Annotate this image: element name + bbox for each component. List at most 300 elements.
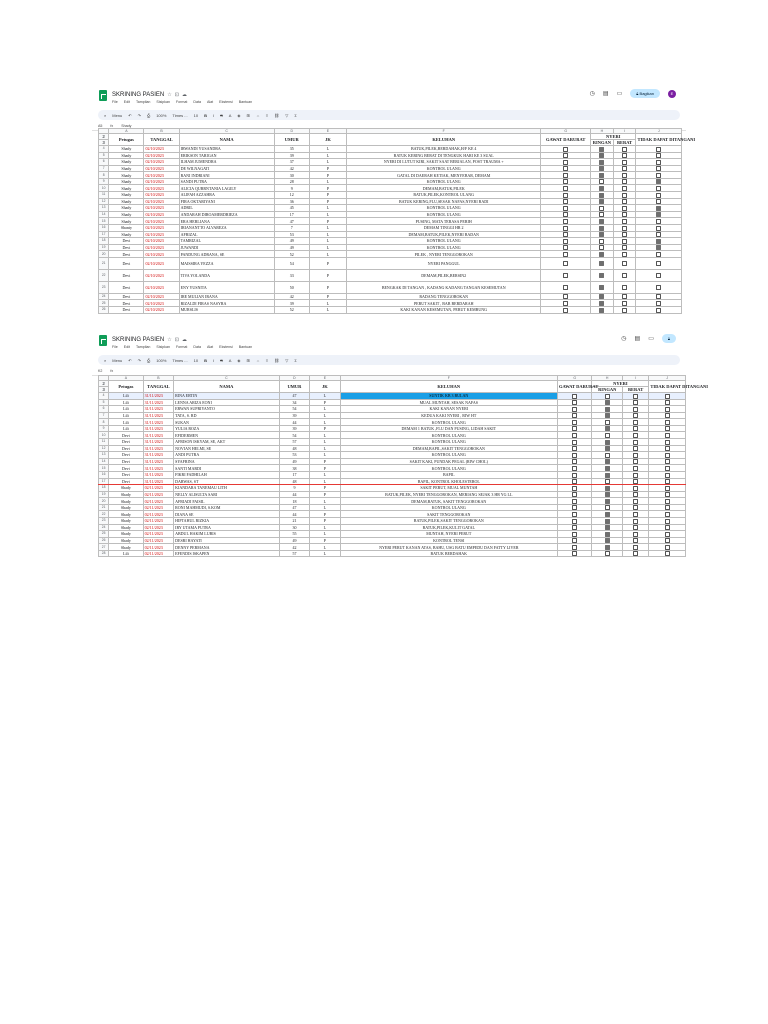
- cell-tanggal[interactable]: 02/10/2023: [144, 185, 179, 192]
- cell-petugas[interactable]: Shady: [109, 537, 144, 544]
- header-tanggal[interactable]: TANGGAL: [143, 381, 173, 393]
- cell-tanggal[interactable]: 02/10/2023: [144, 211, 179, 218]
- menu-edit[interactable]: Edit: [123, 100, 130, 104]
- formula-input[interactable]: fx: [110, 369, 114, 373]
- cell-nama[interactable]: ANDARAH DIROAMERDRIEZA: [179, 211, 274, 218]
- cell-keluhan[interactable]: RADANG TENGGOROKAN: [347, 293, 541, 300]
- checkbox-nyeri-ringan[interactable]: [605, 532, 610, 537]
- checkbox-nyeri-berat[interactable]: [622, 226, 627, 231]
- cell-tanggal[interactable]: 02/10/2023: [144, 198, 179, 205]
- cell-petugas[interactable]: Devi: [109, 300, 144, 307]
- filter-icon[interactable]: ▽: [285, 357, 289, 363]
- cell-petugas[interactable]: Devi: [109, 251, 144, 258]
- header-gawat-darurat[interactable]: GAWAT DARURAT: [541, 134, 591, 146]
- move-folder-icon[interactable]: ⊡: [174, 92, 179, 98]
- cell-umur[interactable]: 7: [274, 224, 309, 231]
- row-number[interactable]: 17: [99, 231, 109, 238]
- checkbox-tidak-dapat-ditangani[interactable]: [665, 446, 670, 451]
- row-number[interactable]: 12: [99, 198, 109, 205]
- checkbox-tidak-dapat-ditangani[interactable]: [656, 261, 661, 266]
- checkbox-gawat-darurat[interactable]: [572, 400, 577, 405]
- column-letter[interactable]: H: [592, 376, 622, 381]
- row-number[interactable]: 21: [99, 257, 109, 269]
- checkbox-nyeri-ringan[interactable]: [605, 545, 610, 550]
- checkbox-nyeri-ringan[interactable]: [605, 459, 610, 464]
- checkbox-nyeri-berat[interactable]: [633, 466, 638, 471]
- row-number[interactable]: 9: [99, 178, 109, 185]
- cell-keluhan[interactable]: PERUT SAKIT , BAB BERDARAH: [347, 300, 541, 307]
- checkbox-nyeri-ringan[interactable]: [605, 420, 610, 425]
- row-number[interactable]: 6: [99, 406, 109, 413]
- cell-nama[interactable]: FIRA OKTARIYANI: [179, 198, 274, 205]
- redo-icon[interactable]: ↷: [137, 357, 141, 363]
- checkbox-nyeri-berat[interactable]: [633, 394, 638, 399]
- font-select[interactable]: Times ...: [172, 112, 188, 118]
- checkbox-tidak-dapat-ditangani[interactable]: [665, 525, 670, 530]
- cell-jk[interactable]: P: [310, 491, 340, 498]
- cell-nama[interactable]: YULIA ROZA: [174, 425, 280, 432]
- cell-umur[interactable]: 55: [279, 531, 309, 538]
- text-color-icon[interactable]: A: [228, 357, 232, 363]
- cell-tanggal[interactable]: 02/10/2023: [144, 152, 179, 159]
- cell-nama[interactable]: ALIFAH AZZAHRA: [179, 192, 274, 199]
- avatar[interactable]: E: [668, 90, 676, 98]
- checkbox-nyeri-berat[interactable]: [622, 212, 627, 217]
- header-nama[interactable]: NAMA: [174, 381, 280, 393]
- cell-umur[interactable]: 21: [279, 517, 309, 524]
- row-number[interactable]: 19: [99, 491, 109, 498]
- cell-petugas[interactable]: Shady: [109, 152, 144, 159]
- cell-umur[interactable]: 33: [274, 269, 309, 281]
- cell-nama[interactable]: KIANDARA TANEMAU LITH: [174, 485, 280, 492]
- cell-petugas[interactable]: Shady: [109, 192, 144, 199]
- cell-umur[interactable]: 54: [279, 432, 309, 439]
- cell-umur[interactable]: 17: [279, 471, 309, 478]
- cell-petugas[interactable]: Lili: [109, 399, 144, 406]
- checkbox-gawat-darurat[interactable]: [563, 232, 568, 237]
- cell-jk[interactable]: L: [310, 445, 340, 452]
- cell-tanggal[interactable]: 31/11/2023: [143, 419, 173, 426]
- row-number[interactable]: 2: [99, 134, 109, 140]
- cell-keluhan[interactable]: KONTROL ULANG: [347, 205, 541, 212]
- cell-umur[interactable]: 39: [274, 152, 309, 159]
- checkbox-tidak-dapat-ditangani[interactable]: [665, 440, 670, 445]
- cell-umur[interactable]: 36: [274, 198, 309, 205]
- cell-nama[interactable]: ABDUL HAKIM LUBIS: [174, 531, 280, 538]
- checkbox-nyeri-berat[interactable]: [633, 512, 638, 517]
- cell-jk[interactable]: L: [310, 439, 340, 446]
- cell-umur[interactable]: 45: [274, 205, 309, 212]
- name-box[interactable]: A5: [98, 124, 103, 128]
- checkbox-nyeri-ringan[interactable]: [605, 413, 610, 418]
- header-umur[interactable]: UMUR: [274, 134, 309, 146]
- cell-petugas[interactable]: Devi: [109, 306, 144, 313]
- checkbox-tidak-dapat-ditangani[interactable]: [656, 179, 661, 184]
- checkbox-tidak-dapat-ditangani[interactable]: [656, 212, 661, 217]
- cell-keluhan[interactable]: BAPIL: [340, 471, 557, 478]
- header-tidak-dapat-ditangani[interactable]: TIDAK DAPAT DITANGANI: [636, 134, 682, 146]
- cell-umur[interactable]: 54: [274, 257, 309, 269]
- cell-umur[interactable]: 28: [274, 178, 309, 185]
- checkbox-nyeri-berat[interactable]: [633, 492, 638, 497]
- cell-jk[interactable]: L: [310, 412, 340, 419]
- menu-file[interactable]: File: [112, 100, 118, 104]
- checkbox-nyeri-berat[interactable]: [633, 532, 638, 537]
- sheets-logo-icon[interactable]: [99, 335, 107, 346]
- header-ringan[interactable]: RINGAN: [590, 140, 613, 146]
- row-number[interactable]: 24: [99, 524, 109, 531]
- checkbox-nyeri-berat[interactable]: [622, 186, 627, 191]
- row-number[interactable]: 24: [99, 293, 109, 300]
- cell-petugas[interactable]: Lili: [109, 550, 144, 557]
- checkbox-gawat-darurat[interactable]: [572, 499, 577, 504]
- cell-jk[interactable]: P: [310, 517, 340, 524]
- cell-keluhan[interactable]: KONTROL ULANG: [347, 178, 541, 185]
- cell-jk[interactable]: L: [310, 419, 340, 426]
- cell-tanggal[interactable]: 02/10/2023: [144, 269, 179, 281]
- cell-jk[interactable]: L: [309, 159, 346, 166]
- column-letter[interactable]: E: [309, 129, 346, 134]
- strikethrough-icon[interactable]: S: [220, 357, 223, 363]
- header-petugas[interactable]: Petugas: [109, 134, 144, 146]
- row-number[interactable]: 13: [99, 452, 109, 459]
- cell-keluhan[interactable]: KONTROL ULANG: [340, 452, 557, 459]
- cell-keluhan[interactable]: BATUK BERDAHAK: [340, 550, 557, 557]
- menu-view[interactable]: Tampilan: [136, 345, 151, 349]
- row-number[interactable]: 25: [99, 531, 109, 538]
- checkbox-nyeri-ringan[interactable]: [605, 538, 610, 543]
- cell-nama[interactable]: JUWANDI: [179, 244, 274, 251]
- row-number[interactable]: 5: [99, 399, 109, 406]
- cell-nama[interactable]: DIANA SE: [174, 511, 280, 518]
- cell-keluhan[interactable]: BATUK KERING BERAT DI TENGKUK HARI KE 3 SUAL: [347, 152, 541, 159]
- menu-format[interactable]: Format: [175, 345, 188, 349]
- cell-jk[interactable]: L: [309, 152, 346, 159]
- checkbox-gawat-darurat[interactable]: [563, 252, 568, 257]
- row-number[interactable]: 11: [99, 192, 109, 199]
- cell-jk[interactable]: L: [310, 498, 340, 505]
- checkbox-nyeri-berat[interactable]: [622, 252, 627, 257]
- cell-keluhan[interactable]: KONTROL TENSI: [340, 537, 557, 544]
- checkbox-nyeri-ringan[interactable]: [599, 166, 604, 171]
- header-tidak-dapat-ditangani[interactable]: TIDAK DAPAT DITANGANI: [649, 381, 686, 393]
- cell-tanggal[interactable]: 02/11/2023: [143, 524, 173, 531]
- cell-nama[interactable]: AFRISON ISKYAM, SE, AKT: [174, 439, 280, 446]
- checkbox-gawat-darurat[interactable]: [572, 407, 577, 412]
- row-number[interactable]: 10: [99, 185, 109, 192]
- cell-umur[interactable]: 57: [279, 439, 309, 446]
- checkbox-tidak-dapat-ditangani[interactable]: [656, 245, 661, 250]
- header-nama[interactable]: NAMA: [179, 134, 274, 146]
- row-number[interactable]: 25: [99, 300, 109, 307]
- checkbox-nyeri-ringan[interactable]: [605, 440, 610, 445]
- cell-nama[interactable]: SUKAN: [174, 419, 280, 426]
- cell-umur[interactable]: 42: [279, 544, 309, 551]
- cell-tanggal[interactable]: 02/10/2023: [144, 159, 179, 166]
- text-color-icon[interactable]: A: [228, 112, 232, 118]
- checkbox-tidak-dapat-ditangani[interactable]: [665, 473, 670, 478]
- cell-tanggal[interactable]: 02/11/2023: [143, 511, 173, 518]
- row-number[interactable]: 15: [99, 465, 109, 472]
- cell-umur[interactable]: 35: [274, 146, 309, 153]
- checkbox-gawat-darurat[interactable]: [572, 466, 577, 471]
- row-number[interactable]: 17: [99, 478, 109, 485]
- checkbox-gawat-darurat[interactable]: [563, 294, 568, 299]
- row-number[interactable]: 18: [99, 485, 109, 492]
- row-number[interactable]: 3: [99, 140, 109, 146]
- document-title[interactable]: SKRINING PASIEN: [112, 92, 165, 98]
- cell-petugas[interactable]: Shady: [109, 531, 144, 538]
- cell-tanggal[interactable]: 02/10/2023: [144, 293, 179, 300]
- checkbox-tidak-dapat-ditangani[interactable]: [665, 466, 670, 471]
- checkbox-nyeri-berat[interactable]: [622, 193, 627, 198]
- history-icon[interactable]: ◷: [589, 91, 595, 97]
- checkbox-gawat-darurat[interactable]: [563, 173, 568, 178]
- checkbox-nyeri-ringan[interactable]: [599, 179, 604, 184]
- checkbox-nyeri-ringan[interactable]: [605, 453, 610, 458]
- cell-keluhan[interactable]: KAKI KANAN NYERI: [340, 406, 557, 413]
- checkbox-nyeri-ringan[interactable]: [605, 394, 610, 399]
- checkbox-nyeri-ringan[interactable]: [599, 273, 604, 278]
- row-number[interactable]: 20: [99, 251, 109, 258]
- row-number[interactable]: 22: [99, 269, 109, 281]
- checkbox-nyeri-berat[interactable]: [633, 538, 638, 543]
- cell-keluhan[interactable]: MUAL MUNTAH, SESAK NAFAS: [340, 399, 557, 406]
- undo-icon[interactable]: ↶: [128, 112, 132, 118]
- checkbox-tidak-dapat-ditangani[interactable]: [665, 420, 670, 425]
- checkbox-nyeri-ringan[interactable]: [599, 147, 604, 152]
- cell-jk[interactable]: L: [310, 531, 340, 538]
- checkbox-gawat-darurat[interactable]: [563, 160, 568, 165]
- checkbox-gawat-darurat[interactable]: [572, 512, 577, 517]
- checkbox-tidak-dapat-ditangani[interactable]: [656, 285, 661, 290]
- column-letter[interactable]: C: [179, 129, 274, 134]
- cell-petugas[interactable]: Lili: [109, 412, 144, 419]
- cell-petugas[interactable]: Shady: [109, 211, 144, 218]
- menu-search[interactable]: Menu: [112, 357, 123, 363]
- checkbox-nyeri-berat[interactable]: [633, 519, 638, 524]
- cell-umur[interactable]: 17: [274, 211, 309, 218]
- column-letter[interactable]: I: [622, 376, 648, 381]
- menu-search[interactable]: Menu: [112, 112, 123, 118]
- cell-jk[interactable]: P: [309, 269, 346, 281]
- cell-jk[interactable]: L: [310, 524, 340, 531]
- cell-petugas[interactable]: Devi: [109, 465, 144, 472]
- checkbox-nyeri-ringan[interactable]: [605, 446, 610, 451]
- cell-umur[interactable]: 52: [274, 306, 309, 313]
- cell-keluhan[interactable]: NYERI PERUT KANAN ATAS, BAHU, USG BATU EMPEDU DAN FATTY LIVER: [340, 544, 557, 551]
- checkbox-tidak-dapat-ditangani[interactable]: [656, 219, 661, 224]
- cloud-status-icon[interactable]: ☁: [181, 337, 187, 343]
- cell-petugas[interactable]: Shady: [109, 146, 144, 153]
- cell-nama[interactable]: RANI INDRIANI: [179, 172, 274, 179]
- checkbox-nyeri-berat[interactable]: [633, 440, 638, 445]
- checkbox-tidak-dapat-ditangani[interactable]: [665, 426, 670, 431]
- cell-jk[interactable]: P: [310, 465, 340, 472]
- row-number[interactable]: 28: [99, 550, 109, 557]
- cell-jk[interactable]: L: [309, 300, 346, 307]
- cell-umur[interactable]: 39: [279, 412, 309, 419]
- checkbox-nyeri-ringan[interactable]: [599, 308, 604, 313]
- cell-jk[interactable]: P: [310, 537, 340, 544]
- cell-tanggal[interactable]: 02/11/2023: [143, 531, 173, 538]
- cell-keluhan[interactable]: DEMAM TINGGI HR 2: [347, 224, 541, 231]
- cell-nama[interactable]: AFRIZAL: [179, 231, 274, 238]
- cell-keluhan[interactable]: BATUK,PILEK,BERDAHAK,H/F KE 4: [347, 146, 541, 153]
- cell-nama[interactable]: ALICIA QURRNTANIA LAGILY: [179, 185, 274, 192]
- cell-petugas[interactable]: Devi: [109, 439, 144, 446]
- cell-keluhan[interactable]: DEMAM,BATUK,PILEK,NYERI BADAN: [347, 231, 541, 238]
- font-size-input[interactable]: 10: [193, 357, 199, 363]
- menu-data[interactable]: Data: [193, 345, 201, 349]
- row-number[interactable]: 22: [99, 511, 109, 518]
- checkbox-nyeri-berat[interactable]: [622, 308, 627, 313]
- cell-tanggal[interactable]: 02/11/2023: [143, 504, 173, 511]
- row-number[interactable]: 12: [99, 445, 109, 452]
- checkbox-tidak-dapat-ditangani[interactable]: [665, 433, 670, 438]
- checkbox-nyeri-berat[interactable]: [622, 294, 627, 299]
- menu-data[interactable]: Data: [193, 100, 201, 104]
- checkbox-tidak-dapat-ditangani[interactable]: [665, 453, 670, 458]
- cell-jk[interactable]: L: [309, 251, 346, 258]
- cell-jk[interactable]: L: [309, 146, 346, 153]
- checkbox-gawat-darurat[interactable]: [572, 479, 577, 484]
- checkbox-tidak-dapat-ditangani[interactable]: [665, 532, 670, 537]
- cell-nama[interactable]: PANDUNG ADRANA, SE: [179, 251, 274, 258]
- cell-petugas[interactable]: Shady: [109, 159, 144, 166]
- cell-nama[interactable]: AFRIADI FAISIL: [174, 498, 280, 505]
- search-icon[interactable]: ⌕: [104, 357, 107, 363]
- borders-icon[interactable]: ⊞: [246, 112, 250, 118]
- fill-color-icon[interactable]: ◈: [237, 357, 241, 363]
- header-keluhan[interactable]: KELUHAN: [340, 381, 557, 393]
- checkbox-gawat-darurat[interactable]: [572, 413, 577, 418]
- checkbox-tidak-dapat-ditangani[interactable]: [665, 413, 670, 418]
- checkbox-nyeri-ringan[interactable]: [599, 294, 604, 299]
- checkbox-tidak-dapat-ditangani[interactable]: [656, 232, 661, 237]
- menu-view[interactable]: Tampilan: [136, 100, 151, 104]
- cell-keluhan[interactable]: KONTROL ULANG: [340, 419, 557, 426]
- checkbox-gawat-darurat[interactable]: [572, 440, 577, 445]
- row-number[interactable]: 20: [99, 498, 109, 505]
- checkbox-nyeri-berat[interactable]: [622, 245, 627, 250]
- cell-keluhan[interactable]: MUNTAH, NYERI PERUT: [340, 531, 557, 538]
- checkbox-nyeri-berat[interactable]: [622, 179, 627, 184]
- cell-nama[interactable]: ERA HERLIANA: [179, 218, 274, 225]
- checkbox-tidak-dapat-ditangani[interactable]: [656, 206, 661, 211]
- checkbox-nyeri-berat[interactable]: [622, 239, 627, 244]
- cell-tanggal[interactable]: 31/11/2023: [143, 425, 173, 432]
- cell-petugas[interactable]: Devi: [109, 244, 144, 251]
- checkbox-gawat-darurat[interactable]: [563, 147, 568, 152]
- checkbox-nyeri-ringan[interactable]: [605, 499, 610, 504]
- checkbox-tidak-dapat-ditangani[interactable]: [665, 459, 670, 464]
- cell-keluhan[interactable]: KONTROL ULANG: [347, 211, 541, 218]
- checkbox-gawat-darurat[interactable]: [563, 226, 568, 231]
- checkbox-nyeri-ringan[interactable]: [599, 226, 604, 231]
- cell-nama[interactable]: MURSLIS: [179, 306, 274, 313]
- checkbox-gawat-darurat[interactable]: [572, 505, 577, 510]
- cell-nama[interactable]: IRY UTAMA PUTRA: [174, 524, 280, 531]
- row-number[interactable]: 11: [99, 439, 109, 446]
- italic-icon[interactable]: I: [212, 112, 215, 118]
- checkbox-tidak-dapat-ditangani[interactable]: [665, 545, 670, 550]
- row-number[interactable]: 21: [99, 504, 109, 511]
- cell-tanggal[interactable]: 02/11/2023: [143, 485, 173, 492]
- row-number[interactable]: 7: [99, 412, 109, 419]
- checkbox-nyeri-ringan[interactable]: [605, 486, 610, 491]
- cell-jk[interactable]: L: [309, 211, 346, 218]
- link-icon[interactable]: ⛓: [274, 357, 280, 363]
- cell-tanggal[interactable]: 02/10/2023: [144, 251, 179, 258]
- cell-keluhan[interactable]: KAKI KANAN KESEMUTAN, PERUT KEMBUNG: [347, 306, 541, 313]
- cell-umur[interactable]: 39: [274, 300, 309, 307]
- share-button[interactable]: [662, 334, 676, 343]
- header-berat[interactable]: BERAT: [613, 140, 636, 146]
- cell-jk[interactable]: L: [310, 452, 340, 459]
- cell-nama[interactable]: DENNY PERMANA: [174, 544, 280, 551]
- cell-jk[interactable]: L: [309, 231, 346, 238]
- column-letter[interactable]: B: [143, 376, 173, 381]
- row-number[interactable]: 23: [99, 517, 109, 524]
- align-icon[interactable]: ≡: [265, 112, 269, 118]
- cell-petugas[interactable]: Lili: [109, 425, 144, 432]
- cell-tanggal[interactable]: 02/10/2023: [144, 192, 179, 199]
- checkbox-gawat-darurat[interactable]: [572, 486, 577, 491]
- checkbox-tidak-dapat-ditangani[interactable]: [656, 160, 661, 165]
- cell-keluhan[interactable]: BATUK,PILEK, NYERI TENGGOROKAN, MERIANG SEJAK 3 HR YG LL: [340, 491, 557, 498]
- cell-tanggal[interactable]: 02/10/2023: [144, 178, 179, 185]
- font-select[interactable]: Times ...: [172, 357, 188, 363]
- checkbox-tidak-dapat-ditangani[interactable]: [665, 551, 670, 556]
- cell-keluhan[interactable]: BATUK,PILEK,KONTROL ULANG: [347, 192, 541, 199]
- cell-umur[interactable]: 49: [279, 458, 309, 465]
- row-number[interactable]: 27: [99, 544, 109, 551]
- functions-icon[interactable]: Σ: [294, 112, 297, 118]
- checkbox-gawat-darurat[interactable]: [572, 446, 577, 451]
- cell-petugas[interactable]: Shanty: [109, 224, 144, 231]
- cell-umur[interactable]: 54: [279, 406, 309, 413]
- header-nyeri[interactable]: NYERI: [592, 381, 649, 387]
- checkbox-gawat-darurat[interactable]: [563, 153, 568, 158]
- cell-tanggal[interactable]: 31/11/2023: [143, 399, 173, 406]
- cell-umur[interactable]: 34: [279, 399, 309, 406]
- cell-nama[interactable]: RIZALDI FIRAS NASYRA: [179, 300, 274, 307]
- row-number[interactable]: 18: [99, 238, 109, 245]
- cell-umur[interactable]: 42: [274, 293, 309, 300]
- cell-jk[interactable]: P: [309, 218, 346, 225]
- checkbox-gawat-darurat[interactable]: [572, 551, 577, 556]
- cell-jk[interactable]: L: [310, 544, 340, 551]
- checkbox-nyeri-ringan[interactable]: [599, 160, 604, 165]
- menu-tools[interactable]: Alat: [206, 100, 214, 104]
- checkbox-tidak-dapat-ditangani[interactable]: [665, 486, 670, 491]
- cell-nama[interactable]: ADRIL: [179, 205, 274, 212]
- cell-umur[interactable]: 30: [279, 524, 309, 531]
- checkbox-tidak-dapat-ditangani[interactable]: [665, 400, 670, 405]
- cell-tanggal[interactable]: 02/10/2023: [144, 238, 179, 245]
- column-letter[interactable]: A: [109, 376, 144, 381]
- checkbox-gawat-darurat[interactable]: [563, 308, 568, 313]
- cell-petugas[interactable]: Shady: [109, 178, 144, 185]
- header-umur[interactable]: UMUR: [279, 381, 309, 393]
- row-number[interactable]: 16: [99, 471, 109, 478]
- cell-jk[interactable]: P: [310, 511, 340, 518]
- checkbox-nyeri-berat[interactable]: [622, 173, 627, 178]
- star-icon[interactable]: ☆: [167, 337, 172, 343]
- column-letter[interactable]: G: [557, 376, 592, 381]
- checkbox-gawat-darurat[interactable]: [572, 492, 577, 497]
